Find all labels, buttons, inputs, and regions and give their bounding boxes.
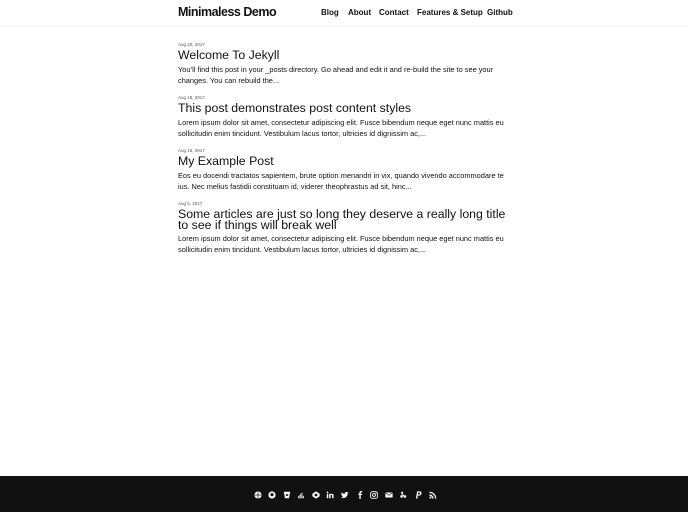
site-header [0, 0, 688, 25]
post-excerpt: Lorem ipsum dolor sit amet, consectetur adipiscing elit. Fusce bibendum neque eget nunc mattis eu sollicitudin enim tincidunt. Vestibulum lacus tortor, ultricies id dignissim ac,... [178, 234, 504, 254]
nav-contact[interactable]: Contact [379, 8, 409, 17]
github-icon[interactable] [268, 490, 277, 499]
stackoverflow-icon[interactable] [297, 490, 306, 499]
site-title-link[interactable]: Minimaless Demo [178, 5, 277, 19]
post-date: Aug 5, 2017 [178, 201, 203, 206]
post-title-link[interactable]: This post demonstrates post content styles [178, 101, 412, 115]
post-excerpt: Lorem ipsum dolor sit amet, consectetur adipiscing elit. Fusce bibendum neque eget nunc mattis eu sollicitudin enim tincidunt. Vestibulum lacus tortor, ultricies id dignissim ac,... [178, 117, 504, 138]
post-title-link[interactable]: Some articles are just so long they deserve a really long title to see if things will break well [178, 207, 506, 232]
post-title-link[interactable]: Welcome To Jekyll [178, 48, 280, 62]
post-title-link[interactable]: My Example Post [178, 154, 274, 168]
post-list [178, 42, 510, 255]
nav-github[interactable]: Github [487, 8, 513, 17]
nav-about[interactable]: About [348, 8, 372, 17]
twitter-icon[interactable] [341, 490, 350, 499]
post-excerpt: Eos eu docendi tractatos sapientem, brute option menandri in vix, quando vivendo accommodare te ius. Nec melius fastidii constituam id, viderer theophrastus ad sit, hinc... [178, 170, 504, 191]
instagram-icon[interactable] [370, 490, 379, 499]
site-footer [0, 476, 688, 512]
nav-blog[interactable]: Blog [321, 8, 339, 17]
globe-icon[interactable] [253, 490, 262, 499]
rss-icon[interactable] [428, 490, 437, 499]
post-item [178, 148, 510, 201]
linkedin-icon[interactable] [326, 490, 335, 499]
codepen-icon[interactable] [311, 490, 320, 499]
post-date: Aug 18, 2017 [178, 95, 205, 100]
email-icon[interactable] [384, 490, 393, 499]
bitbucket-icon[interactable] [282, 490, 291, 499]
post-date: Aug 20, 2017 [178, 42, 205, 47]
post-item [178, 42, 510, 95]
social-links [253, 490, 443, 499]
post-excerpt: You’ll find this post in your _posts directory. Go ahead and edit it and re-build the site to see your changes. You can rebuild the... [178, 64, 494, 85]
post-item [178, 201, 510, 255]
post-date: Aug 16, 2017 [178, 148, 205, 153]
post-item [178, 95, 510, 148]
paypal-icon[interactable] [414, 490, 423, 499]
main-nav [0, 8, 688, 20]
facebook-icon[interactable] [355, 490, 364, 499]
nav-features-setup[interactable]: Features & Setup [417, 8, 483, 17]
lastfm-icon[interactable] [399, 490, 408, 499]
